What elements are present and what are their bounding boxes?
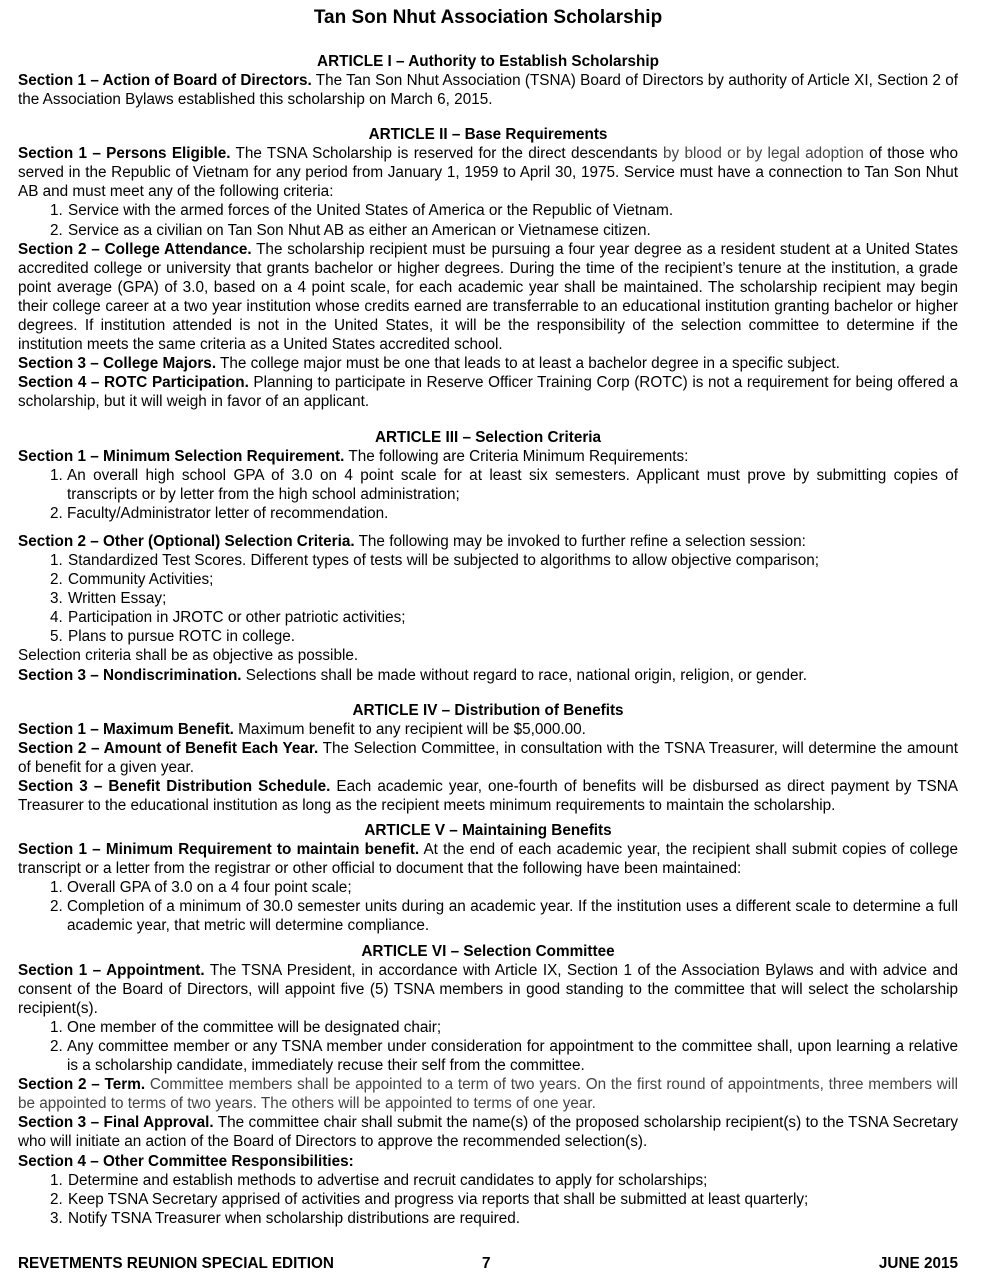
document-title: Tan Son Nhut Association Scholarship xyxy=(313,7,663,28)
article-heading: ARTICLE II – Base Requirements xyxy=(368,126,608,144)
section-text: of those who served in the Republic of Vietnam for any period from January 1, 1959 to April 30, 1975. Service must have a connection to Tan Son Nhut AB and must meet any of the following criteria: xyxy=(18,145,958,201)
list-item: 2. Any committee member or any TSNA member under consideration for appointment to the committee shall, upon learning a relative is a scholarship candidate, immediately recuse their self from the committee. xyxy=(67,1037,958,1075)
appointment-list xyxy=(18,1018,958,1075)
list-item: 2. Faculty/Administrator letter of recommendation. xyxy=(67,504,958,523)
section-paragraph xyxy=(18,447,958,466)
section-paragraph xyxy=(18,71,958,109)
responsibilities-list xyxy=(18,1171,958,1228)
list-item: 2. Community Activities; xyxy=(67,570,958,589)
section-title: Section 1 – Action of Board of Directors. xyxy=(18,72,312,89)
list-item: 2. Keep TSNA Secretary apprised of activities and progress via reports that shall be submitted at least quarterly; xyxy=(67,1190,958,1209)
footer-page-number: 7 xyxy=(482,1255,491,1272)
section-title: Section 1 – Minimum Selection Requirement. xyxy=(18,447,345,465)
section-text: Each academic year, one-fourth of benefits will be disbursed as direct payment by TSNA Treasurer to the educational institution as long as the recipient meets minimum requirements to maintain the scholarship. xyxy=(18,777,958,814)
requirements-list xyxy=(18,466,958,523)
section-title: Section 3 – Benefit Distribution Schedule. xyxy=(18,777,331,795)
section-title: Section 3 – Nondiscrimination. xyxy=(18,666,242,684)
section-text: The scholarship recipient must be pursuing a four year degree as a resident student at a United States accredited college or university that grants bachelor or higher degrees. During the time of the recipient’s tenure at the institution, a grade point average (GPA) of 3.0, based on a 4 point scale, for each academic year shall be maintained. The scholarship recipient may begin their college career at a two year institution whose credits earned are transferrable to an educational institution granting bachelor or higher degrees. If institution attended is not in the United States, it will be the responsibility of the selection committee to determine if the institution meets the same criteria as a United States accredited school. xyxy=(18,240,958,354)
section-title: Section 2 – Other (Optional) Selection Criteria. xyxy=(18,532,355,550)
article-3 xyxy=(18,428,958,685)
article-heading: ARTICLE IV – Distribution of Benefits xyxy=(352,701,624,719)
page-footer xyxy=(18,1255,958,1275)
article-1 xyxy=(18,52,958,109)
footer-publication: REVETMENTS REUNION SPECIAL EDITION xyxy=(18,1255,334,1272)
section-title: Section 1 – Minimum Requirement to maintain benefit. xyxy=(18,841,420,859)
section-paragraph xyxy=(18,739,958,777)
section-title: Section 3 – College Majors. xyxy=(18,355,217,373)
section-title: Section 4 – ROTC Participation. xyxy=(18,374,249,392)
section-paragraph: Selection criteria shall be as objective as possible. xyxy=(18,647,359,665)
section-title: Section 2 – Amount of Benefit Each Year. xyxy=(18,739,319,757)
section-paragraph xyxy=(18,840,958,878)
section-title: Section 1 – Appointment. xyxy=(18,961,205,979)
list-item: 1. Determine and establish methods to advertise and recruit candidates to apply for scholarships; xyxy=(67,1171,958,1190)
article-6 xyxy=(18,942,958,1228)
section-title: Section 2 – College Attendance. xyxy=(18,240,252,258)
article-heading: ARTICLE V – Maintaining Benefits xyxy=(364,822,612,840)
section-text: Planning to participate in Reserve Officer Training Corp (ROTC) is not a requirement for being offered a scholarship, but it will weigh in favor of an applicant. xyxy=(18,374,958,411)
list-item: 5. Plans to pursue ROTC in college. xyxy=(67,627,958,646)
list-item: 3. Notify TSNA Treasurer when scholarship distributions are required. xyxy=(67,1209,958,1228)
list-item: 3. Written Essay; xyxy=(67,589,958,608)
section-title: Section 3 – Final Approval. xyxy=(18,1114,214,1132)
section-title: Section 2 – Term. xyxy=(18,1076,146,1094)
section-paragraph xyxy=(18,1075,958,1113)
criteria-list xyxy=(18,201,958,239)
section-paragraph xyxy=(18,1152,958,1171)
list-item: 1. Standardized Test Scores. Different types of tests will be subjected to algorithms to allow objective comparison; xyxy=(67,551,958,570)
list-item: 4. Participation in JROTC or other patriotic activities; xyxy=(67,608,958,627)
optional-criteria-list xyxy=(18,551,958,646)
section-paragraph xyxy=(18,354,958,373)
list-item: 2. Completion of a minimum of 30.0 semester units during an academic year. If the institution uses a different scale to determine a full academic year, that metric will determine compliance. xyxy=(67,897,958,935)
section-paragraph xyxy=(18,777,958,815)
section-title: Section 1 – Persons Eligible. xyxy=(18,145,231,163)
section-paragraph xyxy=(18,240,958,355)
section-title: Section 4 – Other Committee Responsibilities: xyxy=(18,1152,354,1170)
article-heading: ARTICLE VI – Selection Committee xyxy=(361,942,615,960)
section-text: The following may be invoked to further refine a selection session: xyxy=(354,532,806,550)
list-item: 2. Service as a civilian on Tan Son Nhut AB as either an American or Vietnamese citizen. xyxy=(67,221,958,240)
article-5 xyxy=(18,821,958,935)
article-heading: ARTICLE I – Authority to Establish Scholarship xyxy=(317,53,659,70)
list-item: 1. One member of the committee will be designated chair; xyxy=(67,1018,958,1037)
section-paragraph xyxy=(18,373,958,411)
document-page xyxy=(18,6,958,1244)
footer-date: JUNE 2015 xyxy=(878,1255,958,1272)
section-text: The Selection Committee, in consultation with the TSNA Treasurer, will determine the amount of benefit for a given year. xyxy=(18,739,958,776)
section-text: The TSNA Scholarship is reserved for the direct descendants xyxy=(230,145,658,163)
list-item: 1. Service with the armed forces of the United States of America or the Republic of Vietnam. xyxy=(67,201,958,220)
section-paragraph xyxy=(18,1113,958,1151)
section-text: Maximum benefit to any recipient will be $5,000.00. xyxy=(233,720,586,738)
section-text: The Tan Son Nhut Association (TSNA) Board of Directors by authority of Article XI, Section 2 of the Association Bylaws established this scholarship on March 6, 2015. xyxy=(18,72,958,109)
section-text: Selections shall be made without regard to race, national origin, religion, or gender. xyxy=(241,666,808,684)
section-text: Committee members shall be appointed to a term of two years. On the first round of appointments, three members will be appointed to terms of two years. The others will be appointed to terms of one year. xyxy=(18,1076,958,1113)
section-text: The TSNA President, in accordance with Article IX, Section 1 of the Association Bylaws and with advice and consent of the Board of Directors, will appoint five (5) TSNA members in good standing to the committee that will select the scholarship recipient(s). xyxy=(18,961,959,1017)
section-paragraph xyxy=(18,720,958,739)
maintenance-list xyxy=(18,878,958,935)
section-paragraph xyxy=(18,532,958,551)
list-item: 1. Overall GPA of 3.0 on a 4 four point scale; xyxy=(67,878,958,897)
section-title: Section 1 – Maximum Benefit. xyxy=(18,720,234,738)
article-4 xyxy=(18,701,958,815)
article-heading: ARTICLE III – Selection Criteria xyxy=(374,428,602,446)
section-text: The following are Criteria Minimum Requirements: xyxy=(344,447,689,465)
section-paragraph xyxy=(18,144,958,201)
section-paragraph xyxy=(18,961,958,1018)
section-text: The college major must be one that leads to at least a bachelor degree in a specific subject. xyxy=(216,355,840,373)
section-text: At the end of each academic year, the recipient shall submit copies of college transcript or a letter from the registrar or other official to document that the following have been maintained: xyxy=(18,841,958,878)
article-2 xyxy=(18,125,958,411)
section-paragraph xyxy=(18,666,958,685)
section-text: The committee chair shall submit the name(s) of the proposed scholarship recipient(s) to the TSNA Secretary who will initiate an action of the Board of Directors to approve the recommended selection(s). xyxy=(18,1114,958,1151)
list-item: 1. An overall high school GPA of 3.0 on 4 point scale for at least six semesters. Applicant must prove by submitting copies of transcripts or by letter from the high school administration; xyxy=(67,466,958,504)
section-text-amendment: by blood or by legal adoption xyxy=(657,145,864,163)
